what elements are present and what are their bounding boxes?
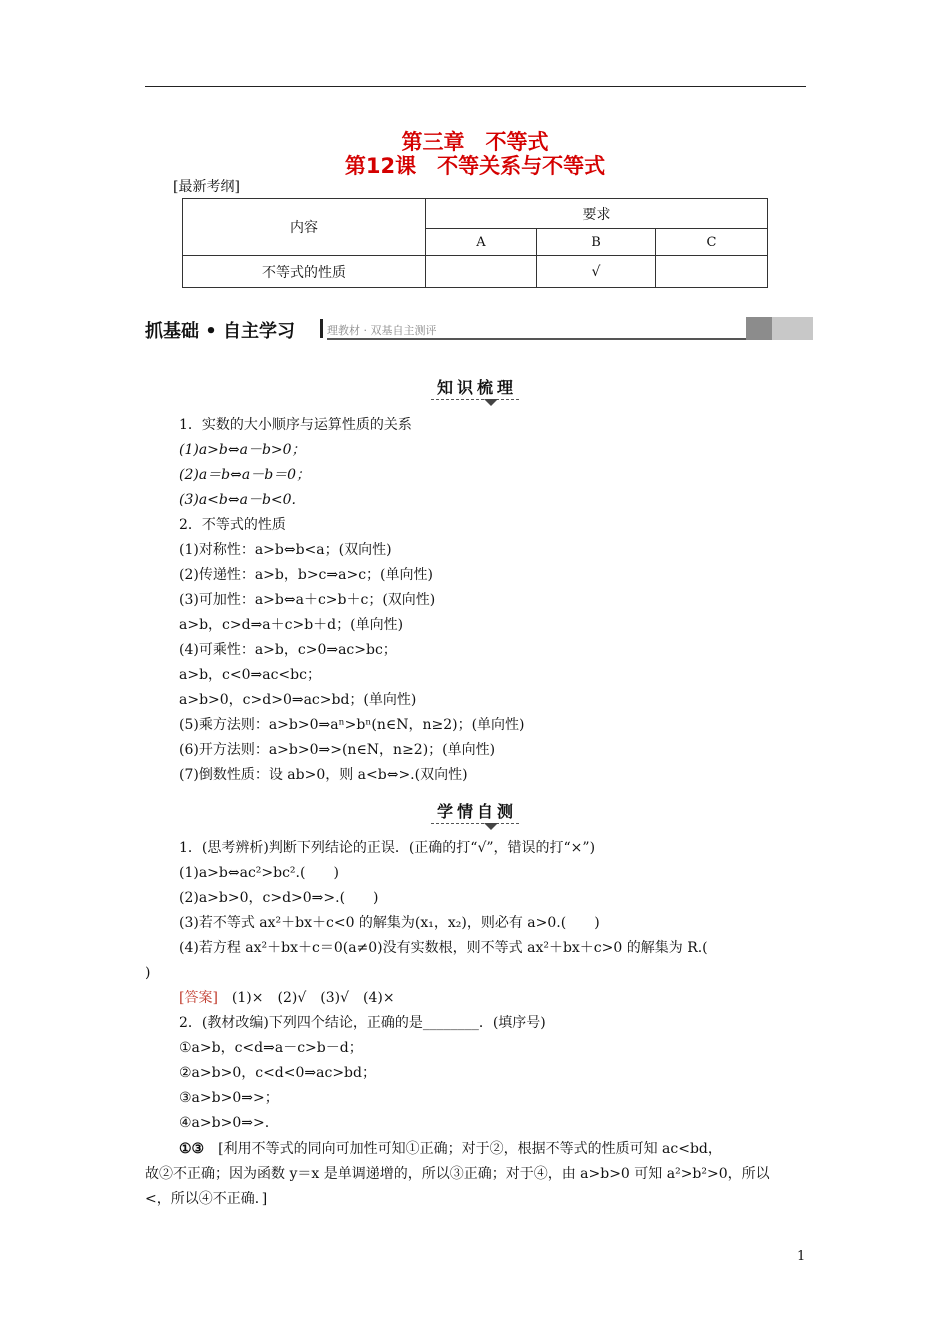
- section-selftest-title: 学情自测: [431, 799, 519, 824]
- section-knowledge-title: 知识梳理: [431, 375, 519, 400]
- answer2-text: [利用不等式的同向可加性可知①正确；对于②，根据不等式的性质可知 ac<bd，: [204, 1141, 722, 1157]
- q2-line: 2．(教材改编)下列四个结论，正确的是________．(填序号): [179, 1015, 546, 1031]
- test-line: (1)a>b⇔ac²>bc².( ): [179, 865, 339, 881]
- table-row: [183, 256, 768, 288]
- row-level-b: √: [537, 256, 656, 288]
- knowledge-line: a>b，c>d⇒a＋c>b＋d；(单向性): [179, 617, 404, 633]
- answer-tag: [答案]: [179, 990, 218, 1006]
- triangle-down-icon: [484, 823, 498, 830]
- test-line: (4)若方程 ax²＋bx＋c＝0(a≠0)没有实数根，则不等式 ax²＋bx＋c>0 的解集为 R.(: [179, 940, 708, 956]
- triangle-down-icon: [484, 399, 498, 406]
- band-divider: [320, 319, 323, 338]
- knowledge-line: (2)传递性：a>b，b>c⇒a>c；(单向性): [179, 567, 433, 583]
- page-number: 1: [797, 1249, 806, 1264]
- knowledge-line: (6)开方法则：a>b>0⇒>(n∈N，n≥2)；(单向性): [179, 742, 496, 758]
- answer2-line: [179, 1139, 722, 1159]
- knowledge-line: (3)可加性：a>b⇔a＋c>b＋c；(双向性): [179, 592, 436, 608]
- knowledge-line: (7)倒数性质：设 ab>0，则 a<b⇔>.(双向性): [179, 767, 468, 783]
- lesson-title: 第12课 不等关系与不等式: [344, 154, 606, 178]
- band-block-light: [772, 317, 813, 340]
- knowledge-line: a>b>0，c>d>0⇒ac>bd；(单向性): [179, 692, 417, 708]
- level-c-header: C: [656, 229, 768, 256]
- knowledge-line: a>b，c<0⇒ac<bc；: [179, 667, 321, 683]
- band-label: 抓基础 • 自主学习: [145, 321, 296, 342]
- q2-line: ④a>b>0⇒>.: [179, 1115, 270, 1131]
- knowledge-line: 1．实数的大小顺序与运算性质的关系: [179, 417, 412, 433]
- level-b-header: B: [537, 229, 656, 256]
- test-line: ): [145, 965, 151, 981]
- answer2-line: <，所以④不正确．]: [145, 1191, 268, 1207]
- q2-line: ②a>b>0，c<d<0⇒ac>bd；: [179, 1065, 376, 1081]
- band-rule: [327, 338, 813, 340]
- q2-line: ①a>b，c<d⇒a－c>b－d；: [179, 1040, 363, 1056]
- answer2-line: 故②不正确；因为函数 y＝x 是单调递增的，所以③正确；对于④，由 a>b>0 可知 a²>b²>0，所以: [145, 1166, 770, 1182]
- syllabus-tag: [最新考纲]: [173, 179, 240, 195]
- chapter-title: 第三章 不等式: [401, 130, 549, 154]
- level-a-header: A: [426, 229, 537, 256]
- row-content: 不等式的性质: [183, 256, 426, 288]
- answer-text: (1)× (2)√ (3)√ (4)×: [217, 990, 395, 1006]
- header-rule: [145, 86, 806, 87]
- q2-line: ③a>b>0⇒>；: [179, 1090, 279, 1106]
- knowledge-line: (1)对称性：a>b⇔b<a；(双向性): [179, 542, 392, 558]
- row-level-a: [426, 256, 537, 288]
- col-requirement-header: 要求: [426, 199, 768, 229]
- answer2-tag: ①③: [179, 1141, 205, 1157]
- knowledge-line: (2)a＝b⇔a－b＝0；: [179, 467, 311, 483]
- test-line: 1．(思考辨析)判断下列结论的正误．(正确的打“√”，错误的打“×”): [179, 840, 596, 856]
- knowledge-line: (3)a<b⇔a－b<0.: [179, 492, 296, 508]
- band-block-dark: [746, 317, 772, 340]
- knowledge-line: (1)a>b⇔a－b>0；: [179, 442, 306, 458]
- row-level-c: [656, 256, 768, 288]
- section-selftest: [0, 799, 950, 824]
- col-content-header: 内容: [183, 199, 426, 256]
- knowledge-line: (4)可乘性：a>b，c>0⇒ac>bc；: [179, 642, 397, 658]
- section-knowledge: [0, 375, 950, 400]
- test-line: (3)若不等式 ax²＋bx＋c<0 的解集为(x₁，x₂)，则必有 a>0.( ): [179, 915, 600, 931]
- answer-line: [179, 988, 395, 1008]
- band-subtitle: 理教材 · 双基自主测评: [327, 324, 437, 337]
- knowledge-line: 2．不等式的性质: [179, 517, 286, 533]
- test-line: (2)a>b>0，c>d>0⇒>.( ): [179, 890, 379, 906]
- section-band: [145, 317, 813, 340]
- knowledge-line: (5)乘方法则：a>b>0⇒aⁿ>bⁿ(n∈N，n≥2)；(单向性): [179, 717, 525, 733]
- syllabus-table: [182, 198, 768, 288]
